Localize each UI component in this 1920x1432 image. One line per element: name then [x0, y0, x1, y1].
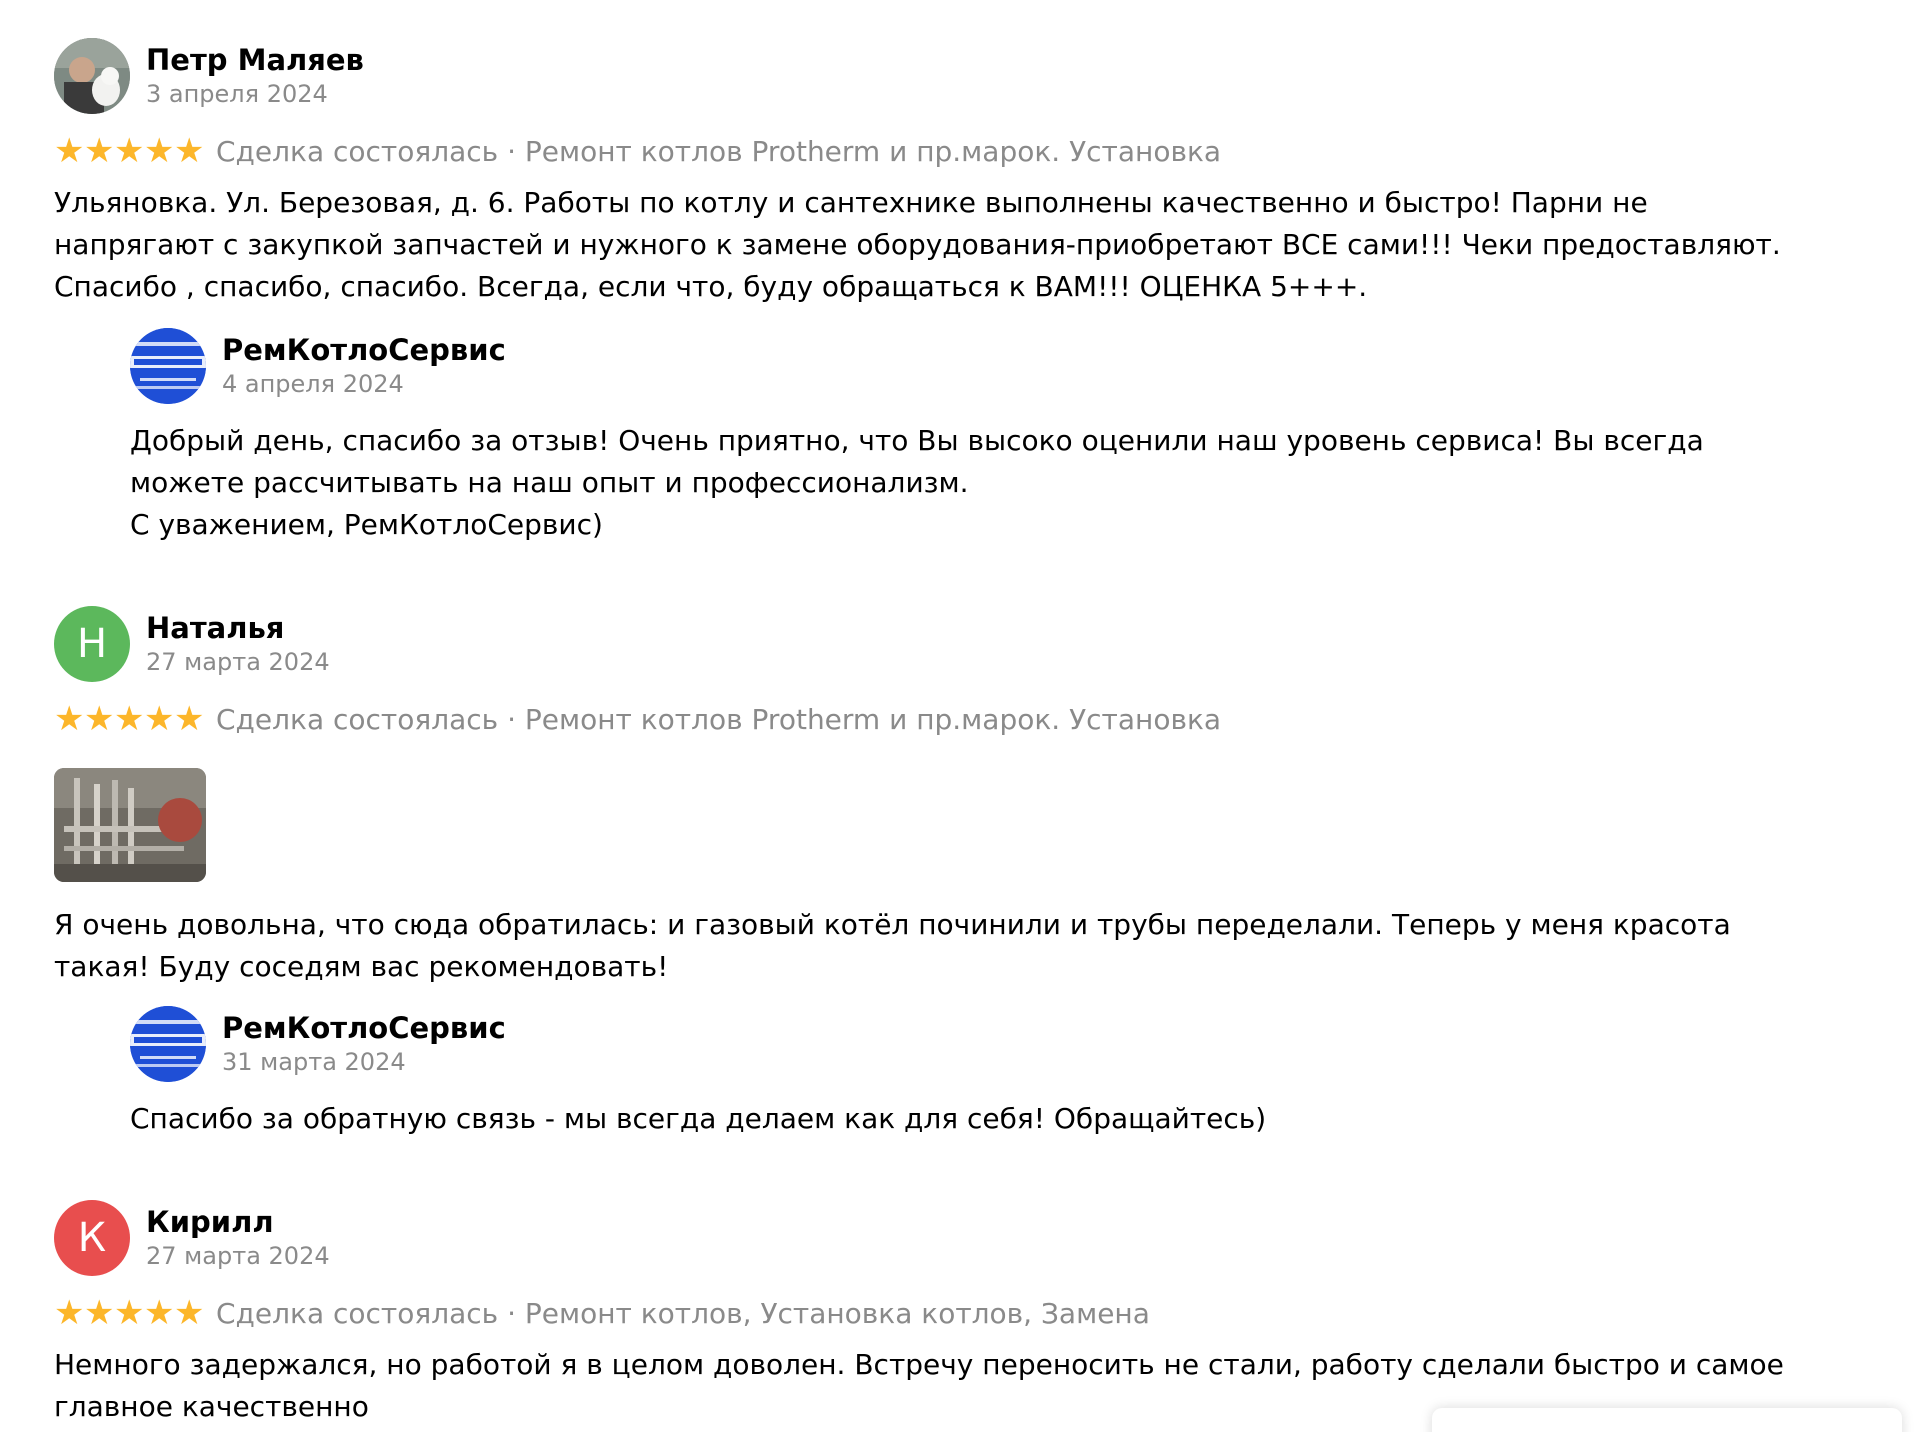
author-name[interactable]: Кирилл [146, 1205, 274, 1239]
meta-separator: · [498, 1296, 525, 1330]
star-icon: ★ [144, 699, 175, 739]
star-icon: ★ [54, 1293, 85, 1333]
review-card [54, 38, 1854, 308]
reply-author-row [130, 1006, 1830, 1082]
reply-date: 31 марта 2024 [222, 1048, 406, 1076]
deal-status: Сделка состоялась [216, 134, 499, 168]
meta-separator: · [498, 702, 525, 736]
reply-author-row [130, 328, 1830, 404]
floating-card[interactable] [1432, 1408, 1902, 1432]
author-name[interactable]: Наталья [146, 611, 285, 645]
avatar-letter: К [77, 1215, 107, 1261]
service-name: Ремонт котлов Protherm и пр.марок. Установка [524, 134, 1222, 168]
review-card [54, 1200, 1854, 1428]
reply-text: Спасибо за обратную связь - мы всегда делаем как для себя! Обращайтесь) [130, 1102, 1267, 1135]
review-card [54, 606, 1854, 988]
review-author-row [54, 606, 1854, 682]
review-photo-icon [54, 768, 206, 882]
deal-status: Сделка состоялась [216, 702, 499, 736]
avatar[interactable] [54, 1200, 130, 1276]
star-icon: ★ [174, 131, 205, 171]
company-name[interactable]: РемКотлоСервис [222, 333, 506, 367]
deal-status: Сделка состоялась [216, 1296, 499, 1330]
reply-date: 4 апреля 2024 [222, 370, 404, 398]
star-icon: ★ [54, 131, 85, 171]
review-date: 27 марта 2024 [146, 1242, 330, 1270]
review-date: 3 апреля 2024 [146, 80, 328, 108]
rating-row [54, 700, 1854, 738]
company-reply [130, 1006, 1830, 1140]
star-rating [54, 1293, 205, 1333]
company-name[interactable]: РемКотлоСервис [222, 1011, 506, 1045]
review-author-row [54, 1200, 1854, 1276]
star-icon: ★ [144, 1293, 175, 1333]
star-icon: ★ [114, 131, 145, 171]
avatar-photo-icon [54, 38, 130, 114]
review-text: Ульяновка. Ул. Березовая, д. 6. Работы по котлу и сантехнике выполнены качественно и быстро! Парни не напрягают с закупкой запчастей и нужного к замене оборудования-приобретают ВСЕ сами!!! Чеки предоставляют. Спасибо , спасибо, спасибо. Всегда, если что, буду обращаться к ВАМ!!! ОЦЕНКА 5+++. [54, 186, 1781, 303]
star-icon: ★ [84, 699, 115, 739]
rating-row [54, 132, 1854, 170]
review-author-row [54, 38, 1854, 114]
star-icon: ★ [114, 699, 145, 739]
reply-text: Добрый день, спасибо за отзыв! Очень приятно, что Вы высоко оценили наш уровень сервиса! Вы всегда можете рассчитывать на наш опыт и профессионализм. С уважением, РемКотлоСервис) [130, 424, 1704, 541]
company-logo-icon[interactable] [130, 328, 206, 404]
star-icon: ★ [114, 1293, 145, 1333]
avatar[interactable] [54, 606, 130, 682]
review-text: Я очень довольна, что сюда обратилась: и газовый котёл починили и трубы переделали. Теперь у меня красота такая! Буду соседям вас рекомендовать! [54, 908, 1731, 983]
review-text: Немного задержался, но работой я в целом доволен. Встречу переносить не стали, работу сделали быстро и самое главное качественно [54, 1348, 1784, 1423]
review-date: 27 марта 2024 [146, 648, 330, 676]
star-rating [54, 699, 205, 739]
review-photo-thumbnail[interactable] [54, 768, 206, 882]
rating-row [54, 1294, 1854, 1332]
avatar-letter: Н [76, 621, 108, 667]
star-icon: ★ [84, 131, 115, 171]
service-name: Ремонт котлов Protherm и пр.марок. Установка [524, 702, 1222, 736]
star-icon: ★ [174, 1293, 205, 1333]
company-reply [130, 328, 1830, 546]
star-icon: ★ [144, 131, 175, 171]
star-icon: ★ [54, 699, 85, 739]
star-rating [54, 131, 205, 171]
service-name: Ремонт котлов, Установка котлов, Замена [524, 1296, 1150, 1330]
author-name[interactable]: Петр Маляев [146, 43, 364, 77]
company-logo-icon[interactable] [130, 1006, 206, 1082]
star-icon: ★ [174, 699, 205, 739]
star-icon: ★ [84, 1293, 115, 1333]
avatar[interactable] [54, 38, 130, 114]
meta-separator: · [498, 134, 525, 168]
